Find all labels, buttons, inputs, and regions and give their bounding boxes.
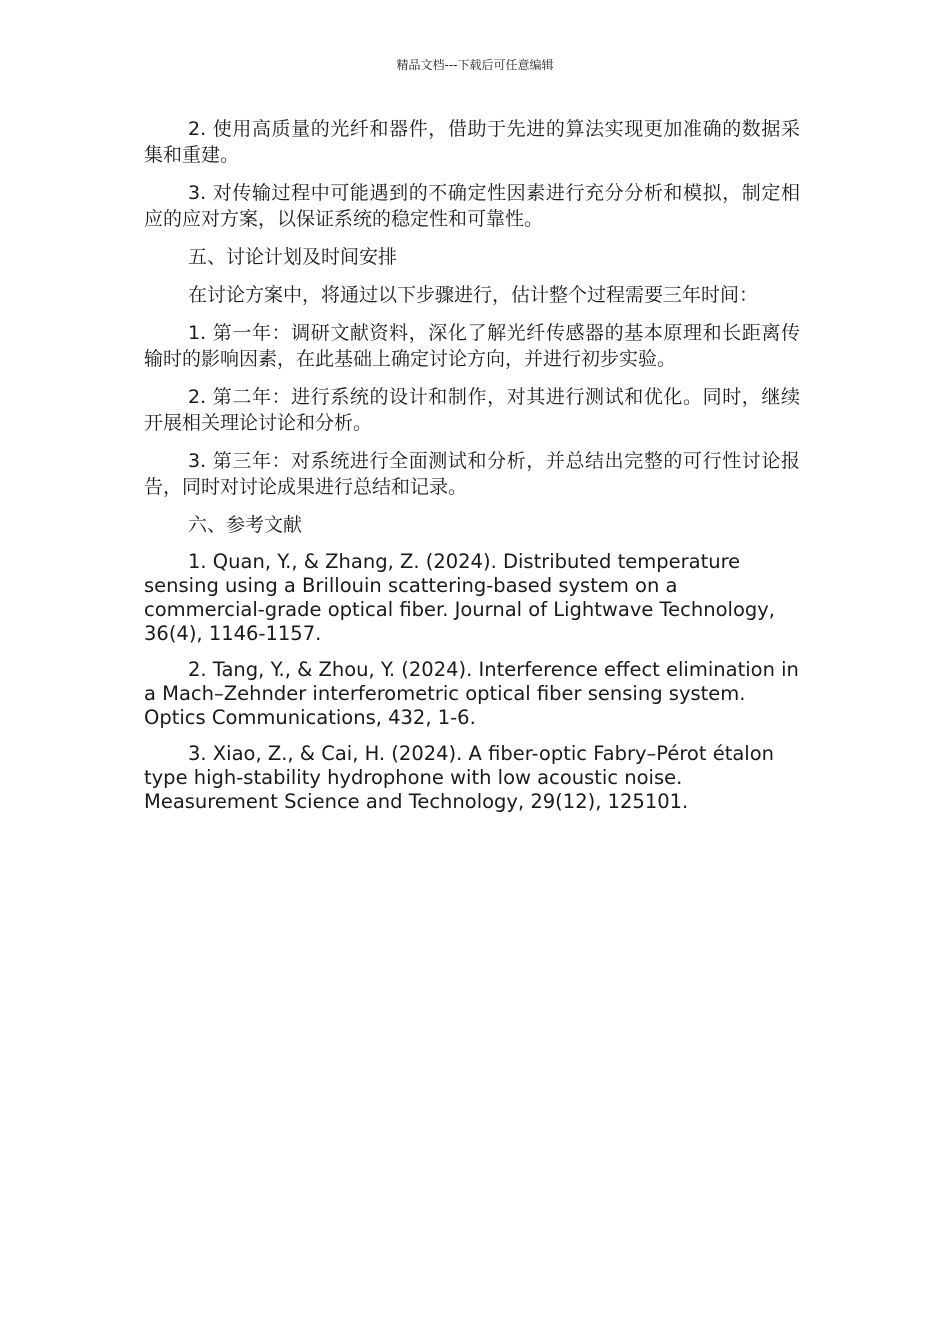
paragraph-method-2: 2. 使用高质量的光纤和器件，借助于先进的算法实现更加准确的数据采集和重建。	[144, 118, 800, 166]
paragraph-method-3: 3. 对传输过程中可能遇到的不确定性因素进行充分分析和模拟，制定相应的应对方案，以保证系统的稳定性和可靠性。	[144, 182, 800, 230]
section-heading-schedule: 五、讨论计划及时间安排	[188, 246, 398, 268]
paragraph-year-3: 3. 第三年：对系统进行全面测试和分析，并总结出完整的可行性讨论报告，同时对讨论成果进行总结和记录。	[144, 450, 800, 498]
paragraph-year-1: 1. 第一年：调研文献资料，深化了解光纤传感器的基本原理和长距离传输时的影响因素，在此基础上确定讨论方向，并进行初步实验。	[144, 322, 800, 370]
reference-item-1: 1. Quan, Y., & Zhang, Z. (2024). Distributed temperature sensing using a Brillouin scattering-based system on a commercial-grade optical fiber. Journal of Lightwave Technology, 36(4), 1146-1157.	[144, 550, 775, 645]
paragraph-year-2: 2. 第二年：进行系统的设计和制作，对其进行测试和优化。同时，继续开展相关理论讨论和分析。	[144, 386, 800, 434]
paragraph-schedule-intro: 在讨论方案中，将通过以下步骤进行，估计整个过程需要三年时间：	[188, 284, 759, 306]
document-body	[144, 116, 800, 826]
page-header: 精品文档---下载后可任意编辑	[396, 58, 554, 72]
reference-item-3: 3. Xiao, Z., & Cai, H. (2024). A fiber-optic Fabry–Pérot étalon type high-stability hydrophone with low acoustic noise. Measurement Science and Technology, 29(12), 125101.	[144, 742, 774, 813]
reference-item-2: 2. Tang, Y., & Zhou, Y. (2024). Interference effect elimination in a Mach–Zehnder interferometric optical fiber sensing system. Optics Communications, 432, 1-6.	[144, 658, 799, 729]
section-heading-references: 六、参考文献	[188, 514, 303, 536]
